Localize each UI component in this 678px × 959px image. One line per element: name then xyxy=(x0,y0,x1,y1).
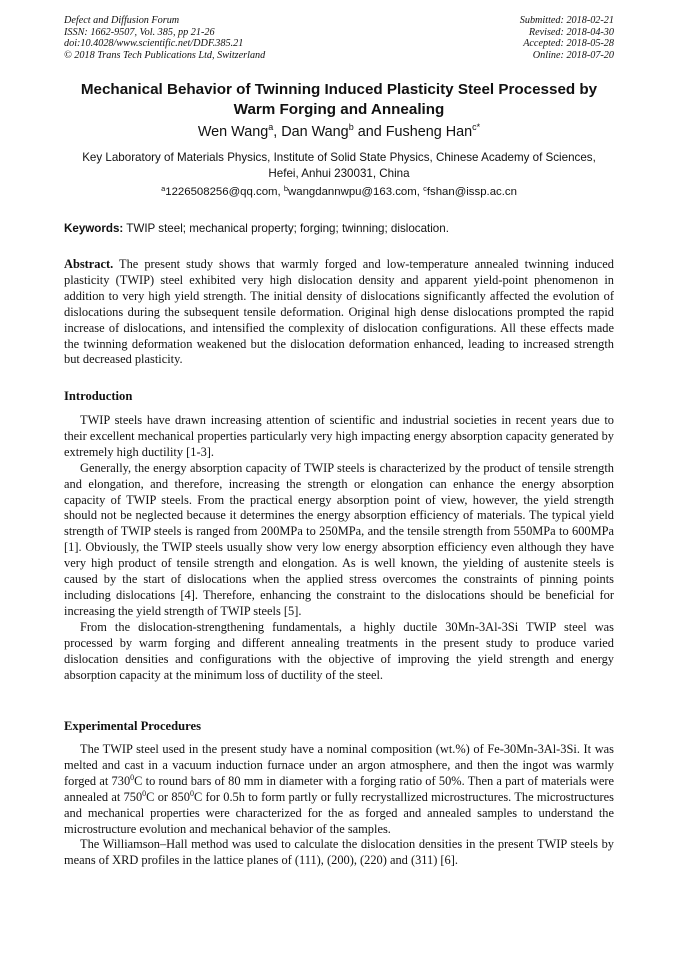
email-c: fshan@issp.ac.cn xyxy=(426,186,517,198)
journal-issn: ISSN: 1662-9507, Vol. 385, pp 21-26 xyxy=(64,26,215,38)
exp-p1-part-b: C to round bars of 80 mm in diameter with a forging ratio of 50%. Then a part of materials were annealed at 750 xyxy=(64,773,614,804)
exp-paragraph-2: The Williamson–Hall method was used to calculate the dislocation densities in the present TWIP steels by means of XRD profiles in the lattice planes of (111), (200), (220) and (311) [6]. xyxy=(64,837,614,868)
author-list xyxy=(40,123,638,141)
experimental-heading: Experimental Procedures xyxy=(64,719,201,733)
author-3: Fusheng Han xyxy=(385,124,473,140)
author-sep-1: , xyxy=(273,124,282,140)
journal-info xyxy=(64,15,265,61)
journal-doi: doi:10.4028/www.scientific.net/DDF.385.21 xyxy=(64,38,244,50)
intro-paragraph-1: TWIP steels have drawn increasing attention of scientific and industrial societies in recent years due to their excellent mechanical properties particularly very high impacting energy absorption capacity generated by extremely high ductility [1-3]. xyxy=(64,413,614,459)
introduction-section xyxy=(64,413,614,683)
email-c-mark: c xyxy=(423,184,427,193)
intro-paragraph-2: Generally, the energy absorption capacity of TWIP steels is characterized by the product of tensile strength and elongation, and therefore, increasing the strength or elongation can enhance the energy absorption capacity of TWIP steels. From the practical energy absorption point of view, however, the yield strength should not be neglected because it determines the energy absorption efficiency of materials. The typical yield strength of TWIP steels is ranged from 200MPa to 250MPa, and the tensile strength from 550MPa to 600MPa [1]. Obviously, the TWIP steels usually show very low energy absorption efficiency even although they have very high product of tensile strength and elongation. As is well known, the yielding of austenite steels is caused by the start of dislocations when the applied stress overcomes the constraints of pinning points including dislocations [4]. Therefore, enhancing the constraint to the dislocations should be beneficial for increasing the yield strength of TWIP steels [5]. xyxy=(64,460,614,618)
abstract-label: Abstract. xyxy=(64,257,114,271)
experimental-section xyxy=(64,742,614,869)
author-1-mark: a xyxy=(268,122,274,132)
email-b: wangdannwpu@163.com, xyxy=(288,186,424,198)
journal-name: Defect and Diffusion Forum xyxy=(64,15,180,26)
exp-p1-part-c: C or 850 xyxy=(146,789,190,804)
exp-p1-part-d: C for 0.5h to form partly or fully recrystallized microstructures. The microstructures and mechanical properties were characterized for the as forged and annealed samples to understand the microstructure evolution and mechanical behavior of the samples. xyxy=(64,789,614,836)
affiliation-line-2: Hefei, Anhui 230031, China xyxy=(268,166,410,180)
degree-mark-1: 0 xyxy=(130,772,135,782)
affiliation xyxy=(40,150,638,181)
author-2: Dan Wang xyxy=(281,124,349,140)
author-emails xyxy=(40,185,638,200)
paper-title xyxy=(40,80,638,119)
keywords-text: TWIP steel; mechanical property; forging; twinning; dislocation. xyxy=(123,222,449,235)
exp-p1-part-a: The TWIP steel used in the present study have a nominal composition (wt.%) of Fe-30Mn-3Al-3Si. It was melted and cast in a vacuum induction furnace under an argon atmosphere, and then the ingot was warmly forged at 730 xyxy=(64,742,614,788)
author-sep-2: and xyxy=(353,124,386,140)
email-b-mark: b xyxy=(283,184,289,193)
author-3-mark: c* xyxy=(472,122,481,132)
intro-paragraph-3: From the dislocation-strengthening fundamentals, a highly ductile 30Mn-3Al-3Si TWIP steel was processed by warm forging and different annealing treatments in the present study to produce varied dislocation densities and configurations with the objective of improving the yield strength and energy absorption capacity at the minimum loss of ductility of the steel. xyxy=(64,619,614,682)
keywords xyxy=(64,221,614,236)
journal-copyright: © 2018 Trans Tech Publications Ltd, Switzerland xyxy=(64,49,266,61)
title-line-1: Mechanical Behavior of Twinning Induced Plasticity Steel Processed by xyxy=(80,81,598,98)
exp-paragraph-1 xyxy=(64,742,614,837)
title-line-2: Warm Forging and Annealing xyxy=(233,100,445,118)
date-revised: Revised: 2018-04-30 xyxy=(528,26,614,38)
keywords-label: Keywords: xyxy=(64,222,124,235)
abstract xyxy=(64,257,614,368)
degree-mark-2: 0 xyxy=(142,788,147,798)
abstract-text: The present study shows that warmly forged and low-temperature annealed twinning induced plasticity (TWIP) steel exhibited very high dislocation density and apparent yield-point phenomenon in addition to very high yield strength. The initial density of dislocations significantly affected the evolution of dislocations during the subsequent tensile deformation. Original high dense dislocations prompted the rapid increase of dislocations, and intensified the complexity of dislocation configurations. All these effects made the twinning deformation weakened but the dislocation deformation enhanced, leading to increased strength but decreased plasticity. xyxy=(64,257,614,367)
email-a-mark: a xyxy=(161,184,166,193)
affiliation-line-1: Key Laboratory of Materials Physics, Institute of Solid State Physics, Chinese Academy of Sciences, xyxy=(82,151,596,164)
date-accepted: Accepted: 2018-05-28 xyxy=(523,38,614,50)
author-1: Wen Wang xyxy=(197,124,269,140)
email-a: 1226508256@qq.com, xyxy=(165,186,284,198)
author-2-mark: b xyxy=(348,122,354,132)
date-submitted: Submitted: 2018-02-21 xyxy=(519,15,614,26)
degree-mark-3: 0 xyxy=(189,788,194,798)
publication-dates xyxy=(520,15,614,61)
date-online: Online: 2018-07-20 xyxy=(532,49,614,61)
introduction-heading: Introduction xyxy=(64,389,133,403)
